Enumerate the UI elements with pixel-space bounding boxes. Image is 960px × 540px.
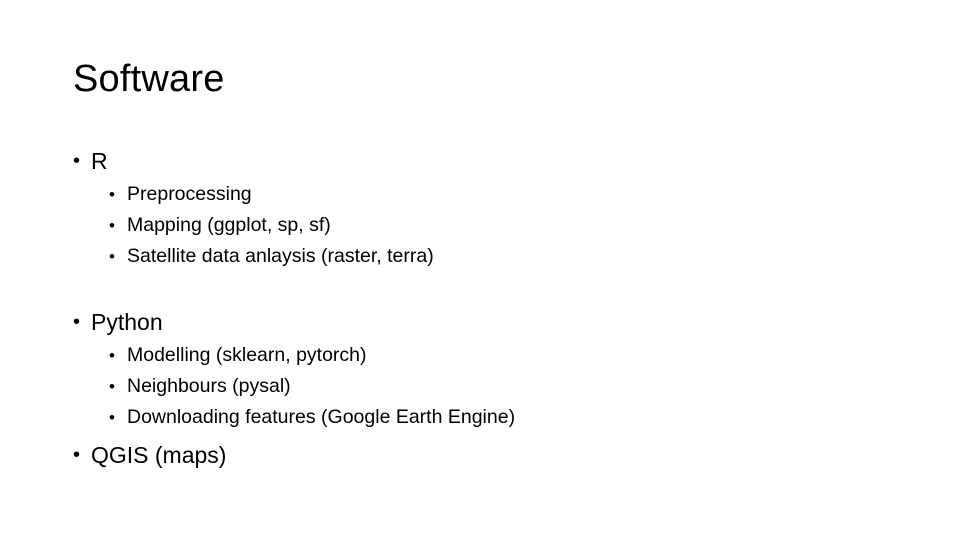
- slide-title: Software: [73, 58, 225, 100]
- sub-bullet-preprocessing: • Preprocessing: [109, 179, 913, 210]
- sub-bullet-modelling: • Modelling (sklearn, pytorch): [109, 340, 913, 371]
- section-qgis: [73, 439, 913, 471]
- sub-bullet-satellite-analysis: • Satellite data anlaysis (raster, terra): [109, 241, 913, 272]
- sub-bullet-downloading-features: • Downloading features (Google Earth Engine): [109, 402, 913, 433]
- bullet-qgis-label: • QGIS (maps): [73, 439, 913, 471]
- bullet-python-label: • Python: [73, 306, 913, 338]
- sub-list-python: [73, 340, 913, 433]
- bullet-list: [73, 145, 913, 471]
- sub-bullet-mapping: • Mapping (ggplot, sp, sf): [109, 210, 913, 241]
- section-python: [73, 306, 913, 433]
- bullet-r-label: • R: [73, 145, 913, 177]
- sub-list-r: [73, 179, 913, 272]
- section-r: [73, 145, 913, 272]
- sub-bullet-neighbours: • Neighbours (pysal): [109, 371, 913, 402]
